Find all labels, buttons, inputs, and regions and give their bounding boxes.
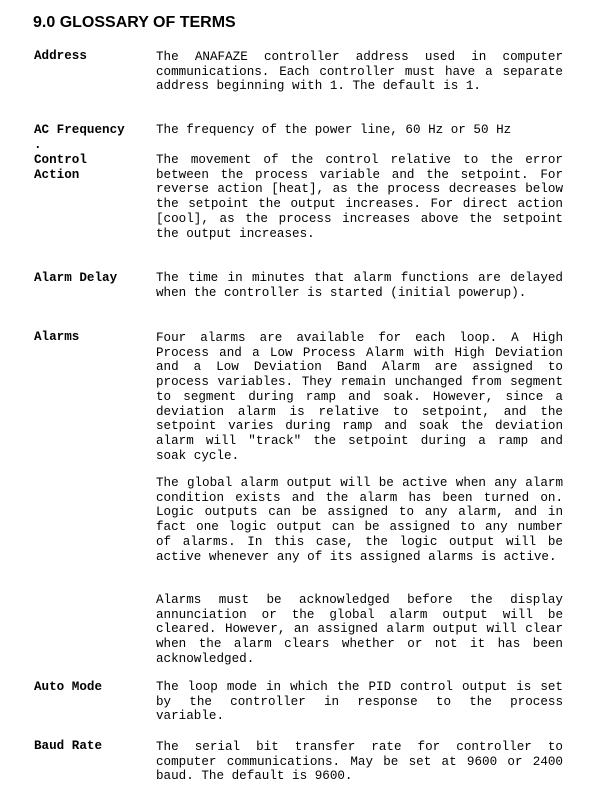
definition-ac-frequency: The frequency of the power line, 60 Hz or 50 Hz	[156, 123, 512, 137]
definition-alarms-paragraph-2: The global alarm output will be active when any alarm condition exists and the alarm has been turned on. Logic outputs can be assigned to any alarm, and in fact one logic output can be assigned to any number of alarms. In this case, the logic output will be active whenever any of its assigned alarms is active.	[156, 476, 563, 564]
definition-baud-rate: The serial bit transfer rate for controller to computer communications. May be set at 9600 or 2400 baud. The default is 9600.	[156, 740, 563, 784]
definition-address: The ANAFAZE controller address used in computer communications. Each controller must have a separate address beginning with 1. The default is 1.	[156, 50, 563, 94]
term-baud-rate: Baud Rate	[34, 739, 103, 753]
definition-alarm-delay: The time in minutes that alarm functions are delayed when the controller is started (initial powerup).	[156, 271, 563, 300]
page-title: 9.0 GLOSSARY OF TERMS	[33, 14, 236, 31]
term-auto-mode: Auto Mode	[34, 680, 103, 694]
definition-alarms-paragraph-3: Alarms must be acknowledged before the display annunciation or the global alarm output will be cleared. However, an assigned alarm output will clear when the alarm clears whether or not it has been acknowledged.	[156, 593, 563, 666]
term-control-action: Control Action	[34, 153, 87, 182]
definition-alarms-paragraph-1: Four alarms are available for each loop. A High Process and a Low Process Alarm with High Deviation and a Low Deviation Band Alarm are assigned to process variables. They remain unchanged from segment to segment during ramp and soak. However, since a deviation alarm is relative to setpoint, and the setpoint varies during ramp and soak the deviation alarm will "track" the setpoint during a ramp and soak cycle.	[156, 331, 563, 463]
definition-control-action: The movement of the control relative to the error between the process variable and the setpoint. For reverse action [heat], as the process decreases below the setpoint the output increases. For direct action [cool], as the process increases above the setpoint the output increases.	[156, 153, 563, 241]
term-alarms: Alarms	[34, 330, 80, 344]
term-address: Address	[34, 49, 87, 63]
definition-auto-mode: The loop mode in which the PID control output is set by the controller in response to the process variable.	[156, 680, 563, 724]
term-alarm-delay: Alarm Delay	[34, 271, 118, 285]
term-ac-frequency: AC Frequency .	[34, 123, 125, 152]
